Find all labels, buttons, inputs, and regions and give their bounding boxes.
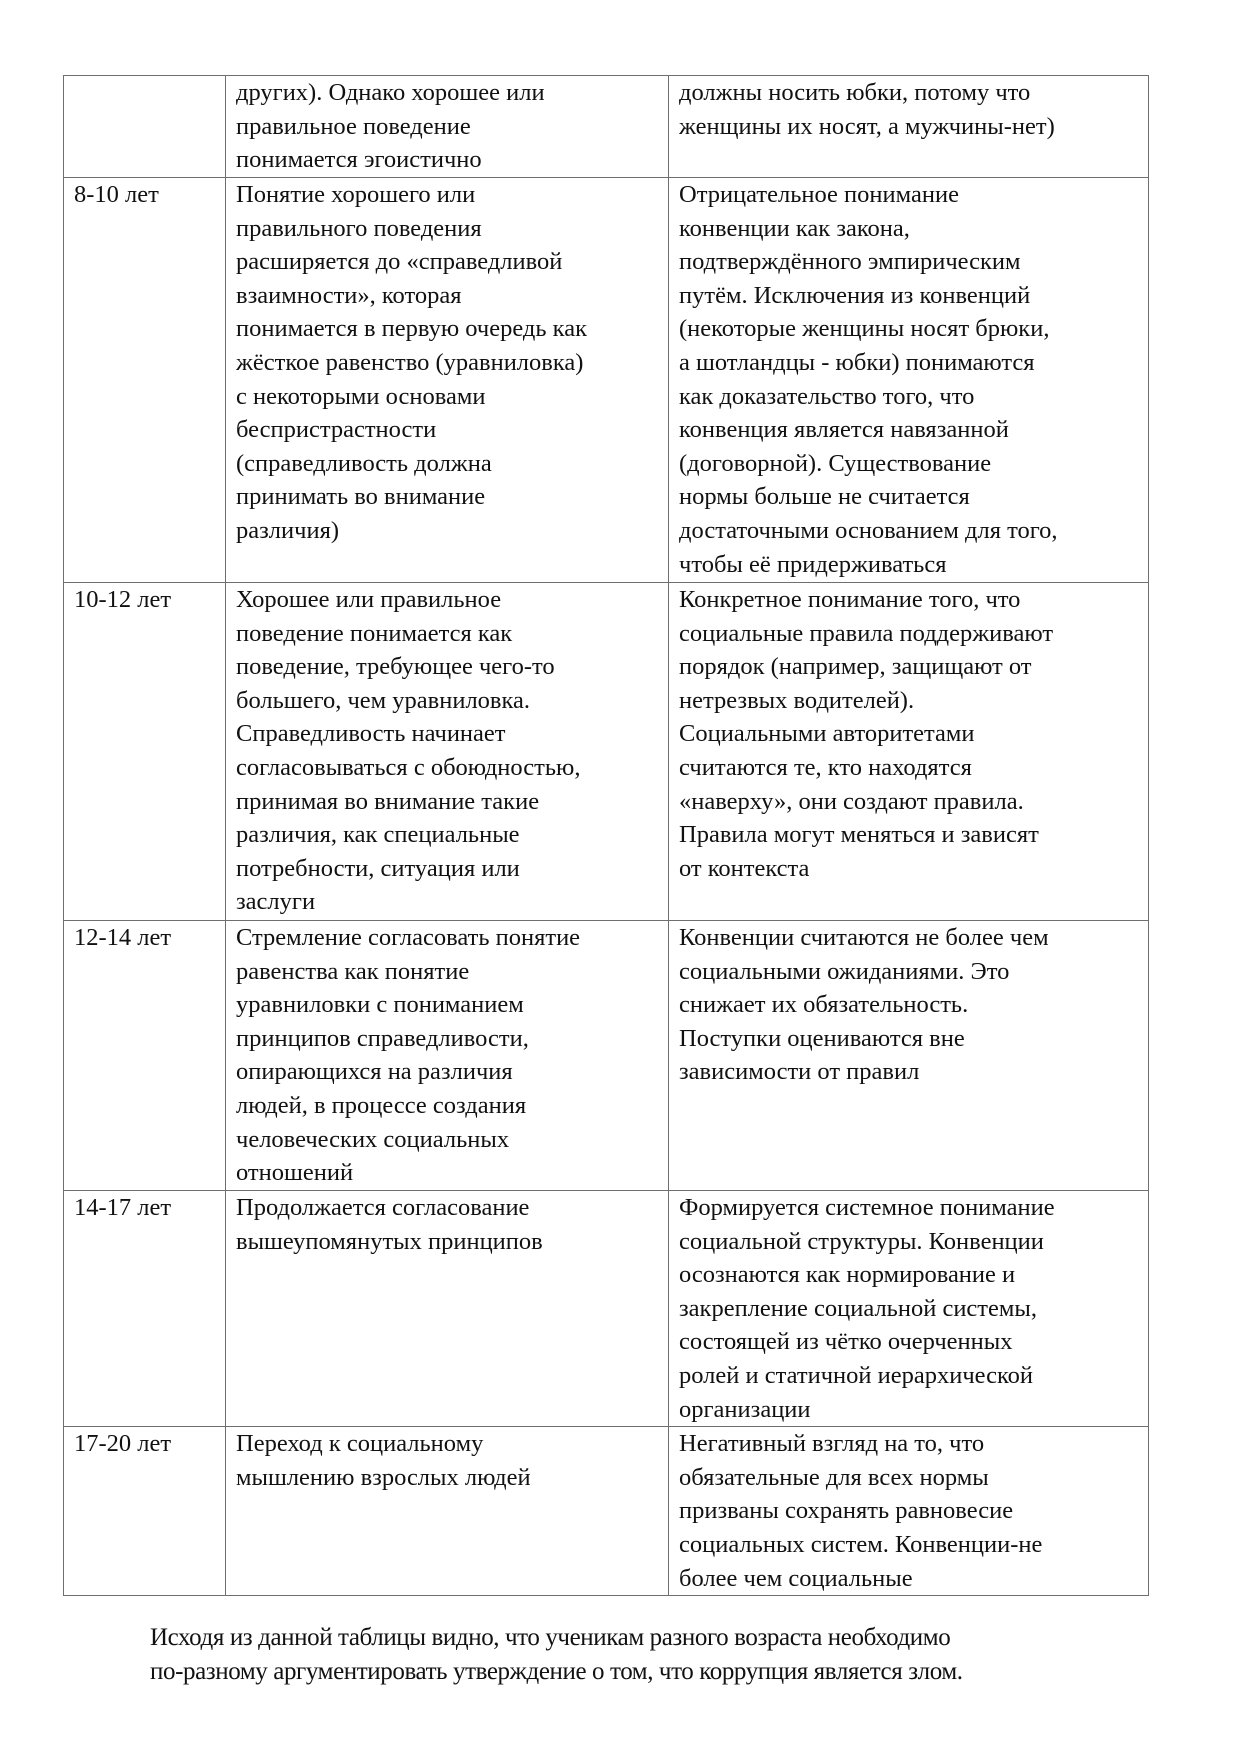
convention-text: Конкретное понимание того, что социальные правила поддерживают порядок (например, защищают от нетрезвых водителей). Социальными авторитетами считаются те, кто находятся «наверху», они создают правила. Правила могут меняться и зависят от контекста xyxy=(679,586,1054,882)
convention-text: Отрицательное понимание конвенции как закона, подтверждённого эмпирическим путём. Исключения из конвенций (некоторые женщины носят брюки, а шотландцы - юбки) понимаются как доказательство того, что конвенция является навязанной (договорной). Существование нормы больше не считается достаточными основанием для того, чтобы её придерживаться xyxy=(679,181,1058,578)
convention-text: должны носить юбки, потому что женщины их носят, а мужчины-нет) xyxy=(679,79,1055,140)
table-row xyxy=(64,76,1149,178)
age-text: 12-14 лет xyxy=(74,924,172,951)
age-cell xyxy=(64,1427,226,1596)
table-row xyxy=(64,1191,1149,1427)
age-cell xyxy=(64,1191,226,1427)
convention-cell xyxy=(669,178,1149,583)
convention-cell xyxy=(669,76,1149,178)
moral-text: других). Однако хорошее или правильное поведение понимается эгоистично xyxy=(236,79,545,174)
moral-text: Стремление согласовать понятие равенства как понятие уравниловки с пониманием принципов справедливости, опирающихся на различия людей, в процессе создания человеческих социальных отношений xyxy=(236,924,581,1187)
age-cell xyxy=(64,178,226,583)
development-stages-table xyxy=(63,75,1149,1596)
moral-cell xyxy=(226,76,669,178)
moral-text: Понятие хорошего или правильного поведения расширяется до «справедливой взаимности», которая понимается в первую очередь как жёсткое равенство (уравниловка) с некоторыми основами беспристрастности (справедливость должна принимать во внимание различия) xyxy=(236,181,587,544)
moral-cell xyxy=(226,921,669,1191)
age-text: 14-17 лет xyxy=(74,1194,172,1221)
moral-text: Переход к социальному мышлению взрослых людей xyxy=(236,1430,531,1491)
moral-cell xyxy=(226,1191,669,1427)
age-text: 8-10 лет xyxy=(74,181,159,208)
age-text: 17-20 лет xyxy=(74,1430,172,1458)
moral-cell xyxy=(226,583,669,921)
table-row xyxy=(64,583,1149,921)
convention-text: Формируется системное понимание социальной структуры. Конвенции осознаются как нормирование и закрепление социальной системы, состоящей из чётко очерченных ролей и статичной иерархической организации xyxy=(679,1194,1055,1423)
convention-cell xyxy=(669,1427,1149,1596)
convention-text: Негативный взгляд на то, что обязательные для всех нормы призваны сохранять равновесие социальных систем. Конвенции-не более чем социальные xyxy=(679,1430,1043,1592)
moral-text: Продолжается согласование вышеупомянутых принципов xyxy=(236,1194,543,1255)
convention-cell xyxy=(669,1191,1149,1427)
moral-text: Хорошее или правильное поведение понимается как поведение, требующее чего-то большего, чем уравниловка. Справедливость начинает согласовываться с обоюдностью, принимая во внимание такие различия, как специальные потребности, ситуация или заслуги xyxy=(236,586,581,916)
moral-cell xyxy=(226,1427,669,1596)
age-cell xyxy=(64,583,226,921)
age-cell xyxy=(64,921,226,1191)
table-row xyxy=(64,1427,1149,1596)
table-row xyxy=(64,178,1149,583)
moral-cell xyxy=(226,178,669,583)
convention-cell xyxy=(669,921,1149,1191)
conclusion-paragraph: Исходя из данной таблицы видно, что ученикам разного возраста необходимо по-разному аргументировать утверждение о том, что коррупция является злом. xyxy=(150,1624,963,1685)
age-cell xyxy=(64,76,226,178)
convention-text: Конвенции считаются не более чем социальными ожиданиями. Это снижает их обязательность. Поступки оцениваются вне зависимости от правил xyxy=(679,924,1049,1086)
table-row xyxy=(64,921,1149,1191)
convention-cell xyxy=(669,583,1149,921)
age-text: 10-12 лет xyxy=(74,586,172,613)
